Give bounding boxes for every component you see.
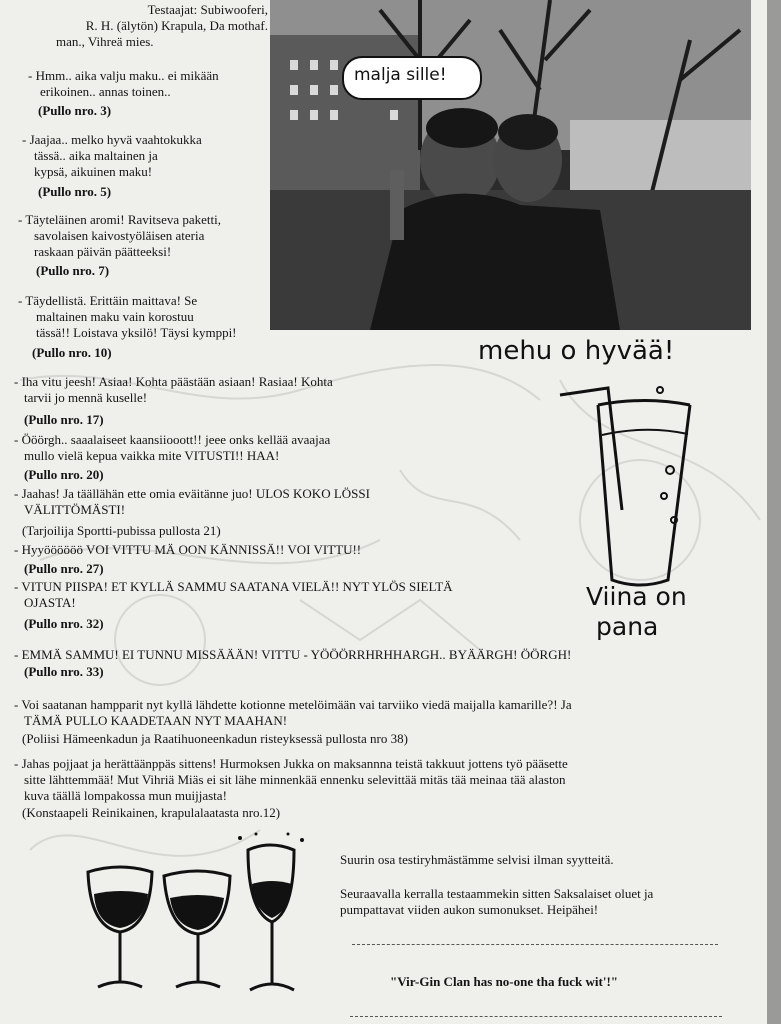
bottle-number: (Pullo nro. 7) [36,263,110,278]
review-line: raskaan päivän päätteeksi! [34,244,172,259]
bottle-number: (Pullo nro. 33) [24,664,104,679]
divider [352,944,718,945]
review-line: - Voi saatanan hampparit nyt kyllä lähdette kotionne metelöimään vai tarviiko viedä maijalla kamarille?! Ja [14,697,572,712]
review-entry [14,647,571,663]
review-line: - Jahas pojjaat ja herättäänppäs sittens! Hurmoksen Jukka on maksannna teistä takkuut jottens työ pääsette [14,756,568,771]
next-time-line: pumpattavat viiden aukon sumonukset. Heipähei! [340,902,599,917]
review-line: - EMMÄ SAMMU! EI TUNNU MISSÄÄÄN! VITTU - YÖÖÖRRHRHHARGH.. BYÄÄRGH! ÖÖRGH! [14,647,572,662]
credits-line: Testaajat: Subiwooferi, [147,2,268,17]
credits-line: R. H. (älytön) Krapula, Da mothaf. [85,18,268,33]
bottle-number: (Pullo nro. 32) [24,616,104,631]
divider [350,1016,722,1017]
speaker-note: (Poliisi Hämeenkadun ja Raatihuoneenkadun risteyksessä pullosta nro 38) [22,731,408,746]
speech-bubble [342,56,482,100]
bottle-number: (Pullo nro. 10) [32,345,112,360]
review-line: tässä!! Loistava yksilö! Täysi kymppi! [36,325,237,340]
review-entry [22,132,202,180]
bottle-number: (Pullo nro. 20) [24,467,104,482]
review-entry [14,432,330,464]
viina-caption-line2: pana [596,612,659,641]
review-entry [14,697,572,729]
review-line: - Hyyöööööö VOI VITTU MÄ OON KÄNNISSÄ!! VOI VITTU!! [14,542,362,557]
review-entry [14,374,333,406]
testers-credits [56,2,268,50]
speaker-note: (Konstaapeli Reinikainen, krapulalaatasta nro.12) [22,805,281,820]
review-entry [28,68,219,100]
mehu-caption: mehu o hyvää! [478,336,675,366]
review-line: sitte lähttemmää! Mut Vihriä Miäs ei sit lähe minnenkää ennenku selevittää mitäs tää meinaa tää alaston [24,772,566,787]
viina-caption-line1: Viina on [586,582,687,611]
next-time-note [340,886,653,918]
page-edge [767,0,781,1024]
review-line: - Ööörgh.. saaalaiseet kaansiiooott!! jeee onks kellää avaajaa [14,432,331,447]
speech-bubble-text: malja sille! [354,65,447,85]
review-line: kuva täällä lompakossa mun muijjasta! [24,788,227,803]
review-line: mullo vielä kepua vaikka mite VITUSTI!! HAA! [24,448,280,463]
credits-line: man., Vihreä mies. [56,34,154,49]
review-line: - Iha vitu jeesh! Asiaa! Kohta päästään asiaan! Rasiaa! Kohta [14,374,333,389]
review-entry [14,756,568,804]
speaker-note: (Tarjoilija Sportti-pubissa pullosta 21) [22,523,221,538]
review-entry [18,293,237,341]
bottle-number: (Pullo nro. 3) [38,103,112,118]
bottle-number: (Pullo nro. 5) [38,184,112,199]
review-line: kypsä, aikuinen maku! [34,164,153,179]
wine-glasses-doodle [80,832,310,1012]
review-entry [18,212,221,260]
next-time-line: Seuraavalla kerralla testaammekin sitten Saksalaiset oluet ja [340,886,654,901]
group-photo [270,0,751,330]
review-line: savolaisen kaivostyöläisen ateria [34,228,205,243]
review-line: tarvii jo mennä kuselle! [24,390,148,405]
review-line: OJASTA! [24,595,76,610]
review-line: - Hmm.. aika valju maku.. ei mikään [28,68,219,83]
bottle-number: (Pullo nro. 27) [24,561,104,576]
review-line: tässä.. aika maltainen ja [34,148,158,163]
closing-statement: Suurin osa testiryhmästämme selvisi ilman syytteitä. [340,852,614,867]
review-line: - Jaahas! Ja täällähän ette omia eväitänne juo! ULOS KOKO LÖSSI [14,486,370,501]
review-line: maltainen maku vain korostuu [36,309,194,324]
review-entry [14,486,370,518]
photo-illustration [270,0,751,330]
clan-slogan: "Vir-Gin Clan has no-one tha fuck wit'!" [390,974,618,989]
review-entry [14,579,453,611]
review-line: erikoinen.. annas toinen.. [40,84,171,99]
review-line: - Täyteläinen aromi! Ravitseva paketti, [18,212,221,227]
review-line: - Täydellistä. Erittäin maittava! Se [18,293,198,308]
review-entry [14,542,361,558]
bottle-number: (Pullo nro. 17) [24,412,104,427]
review-line: - VITUN PIISPA! ET KYLLÄ SAMMU SAATANA VIELÄ!! NYT YLÖS SIELTÄ [14,579,453,594]
review-line: TÄMÄ PULLO KAADETAAN NYT MAAHAN! [24,713,288,728]
drinking-glass-doodle [550,380,710,600]
review-line: VÄLITTÖMÄSTI! [24,502,126,517]
review-line: - Jaajaa.. melko hyvä vaahtokukka [22,132,202,147]
